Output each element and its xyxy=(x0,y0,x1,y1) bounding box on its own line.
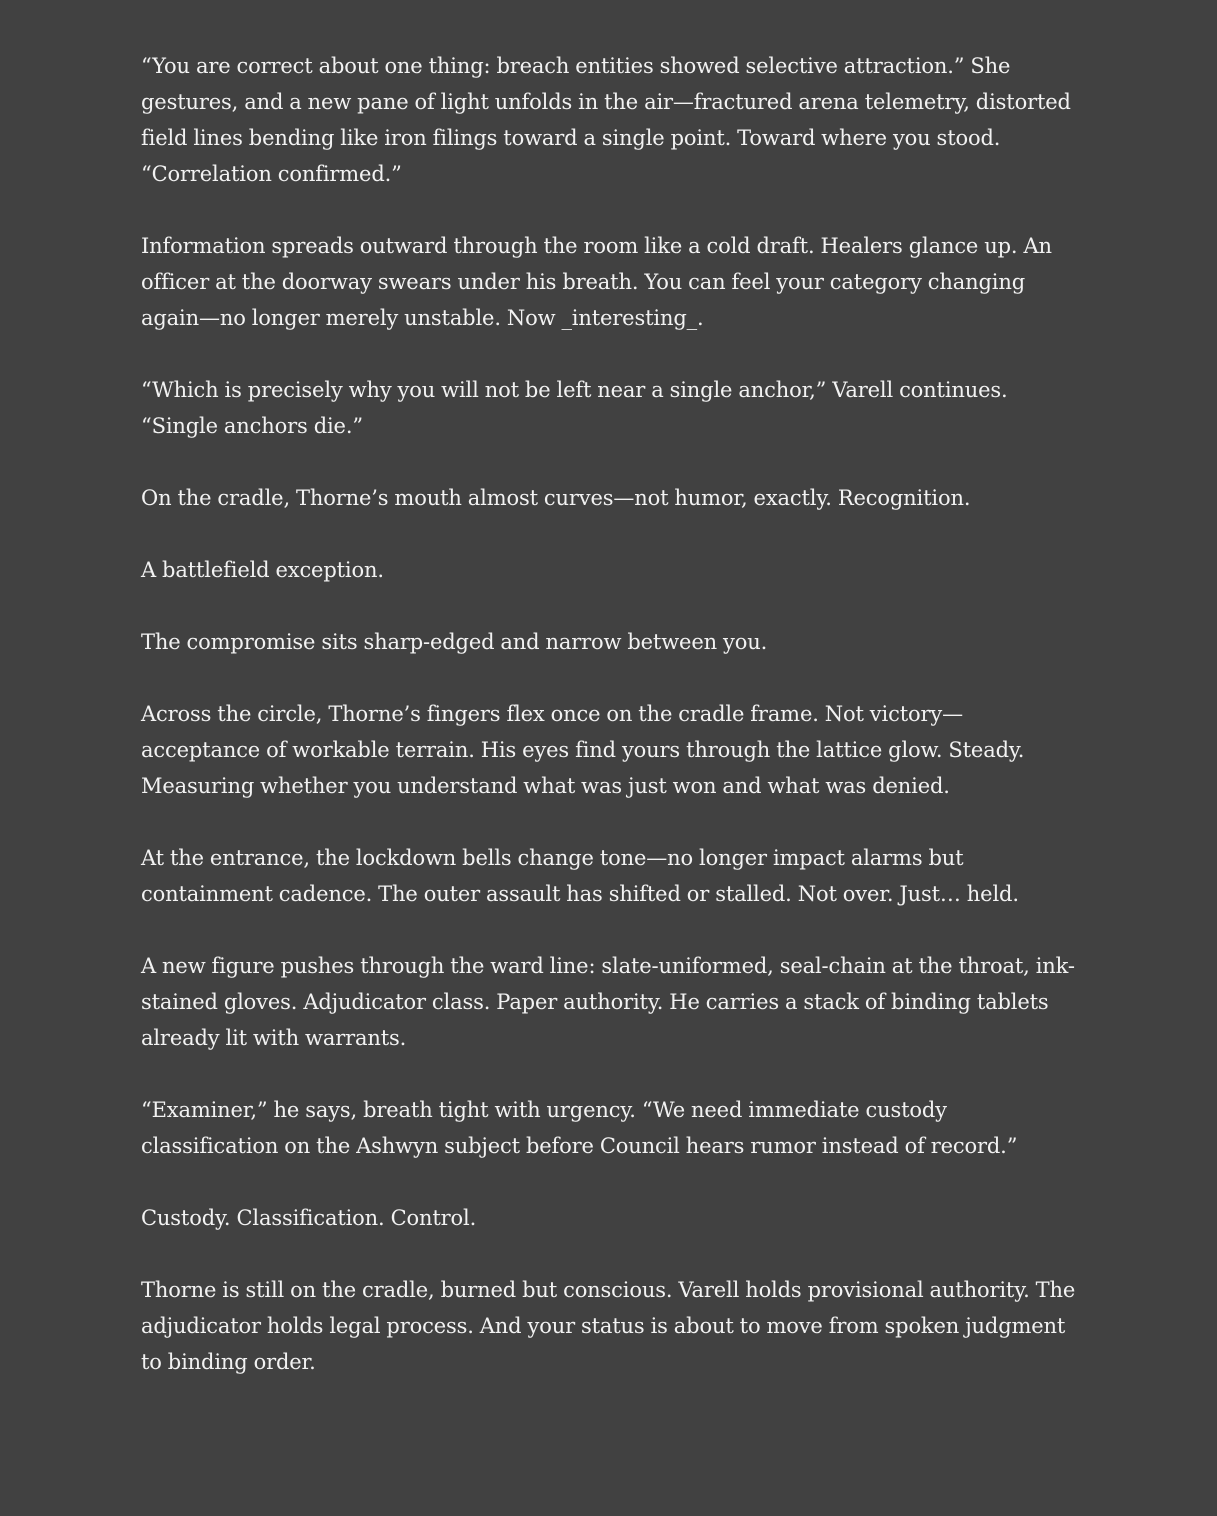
paragraph: Information spreads outward through the room like a cold draft. Healers glance up. An officer at the doorway swears under his breath. You can feel your category changing again—no longer merely unstable. Now _interesting_. xyxy=(141,234,1052,330)
paragraph: “Examiner,” he says, breath tight with urgency. “We need immediate custody classification on the Ashwyn subject before Council hears rumor instead of record.” xyxy=(141,1098,1018,1158)
paragraph: The compromise sits sharp-edged and narrow between you. xyxy=(141,630,768,654)
paragraph: Across the circle, Thorne’s fingers flex once on the cradle frame. Not victory—acceptance of workable terrain. His eyes find yours through the lattice glow. Steady. Measuring whether you understand what was just won and what was denied. xyxy=(141,702,1025,798)
paragraph: A new figure pushes through the ward line: slate-uniformed, seal-chain at the throat, ink-stained gloves. Adjudicator class. Paper authority. He carries a stack of binding tablets already lit with warrants. xyxy=(141,954,1075,1050)
paragraph: At the entrance, the lockdown bells change tone—no longer impact alarms but containment cadence. The outer assault has shifted or stalled. Not over. Just… held. xyxy=(141,846,1019,906)
paragraph: Thorne is still on the cradle, burned but conscious. Varell holds provisional authority. The adjudicator holds legal process. And your status is about to move from spoken judgment to binding order. xyxy=(141,1278,1076,1374)
paragraph: A battlefield exception. xyxy=(141,558,384,582)
paragraph: On the cradle, Thorne’s mouth almost curves—not humor, exactly. Recognition. xyxy=(141,486,971,510)
paragraph: Custody. Classification. Control. xyxy=(141,1206,477,1230)
story-text xyxy=(141,48,1081,1416)
paragraph: “Which is precisely why you will not be left near a single anchor,” Varell continues. “Single anchors die.” xyxy=(141,378,1008,438)
paragraph: “You are correct about one thing: breach entities showed selective attraction.” She gestures, and a new pane of light unfolds in the air—fractured arena telemetry, distorted field lines bending like iron filings toward a single point. Toward where you stood. “Correlation confirmed.” xyxy=(141,54,1071,186)
